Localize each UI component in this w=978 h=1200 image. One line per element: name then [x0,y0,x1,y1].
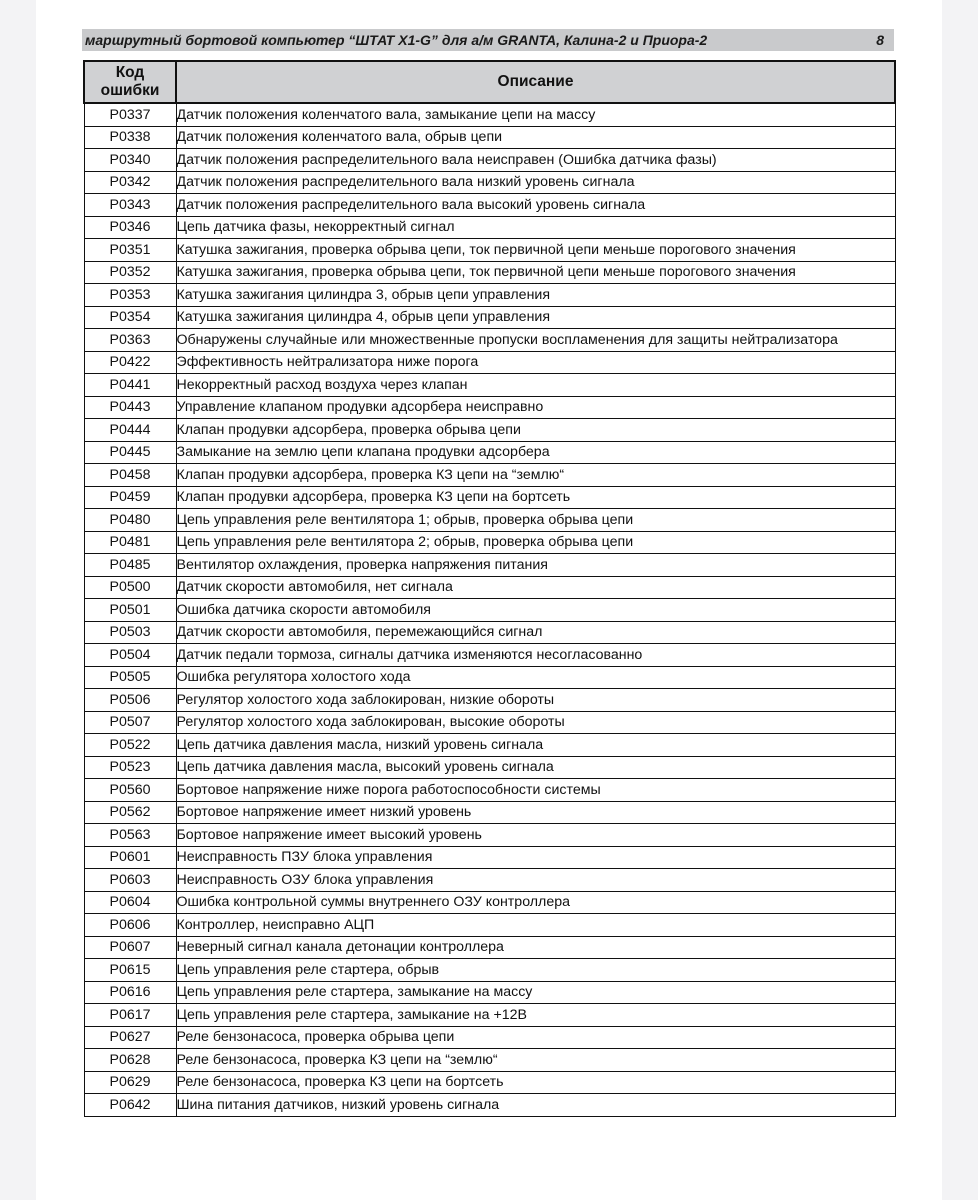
error-code: P0617 [84,1004,176,1027]
table-row [84,171,895,194]
error-description: Реле бензонасоса, проверка обрыва цепи [176,1026,895,1049]
error-code: P0444 [84,419,176,442]
table-row [84,554,895,577]
table-row [84,1026,895,1049]
table-row [84,306,895,329]
error-description: Катушка зажигания, проверка обрыва цепи, ток первичной цепи меньше порогового значения [176,261,895,284]
table-row [84,779,895,802]
table-row [84,936,895,959]
error-description: Цепь управления реле стартера, замыкание на массу [176,981,895,1004]
error-description: Цепь датчика давления масла, высокий уровень сигнала [176,756,895,779]
table-row [84,734,895,757]
error-code: P0642 [84,1094,176,1117]
error-code: P0607 [84,936,176,959]
error-code: P0628 [84,1049,176,1072]
table-row [84,149,895,172]
table-row [84,846,895,869]
column-header-code [84,61,176,103]
error-code: P0604 [84,891,176,914]
table-row [84,914,895,937]
page-header [82,29,894,51]
error-code: P0523 [84,756,176,779]
table-row [84,441,895,464]
error-code: P0603 [84,869,176,892]
table-row [84,869,895,892]
table-row [84,891,895,914]
error-description: Цепь датчика давления масла, низкий уровень сигнала [176,734,895,757]
table-row [84,711,895,734]
table-header-row [84,61,895,103]
error-description: Датчик положения распределительного вала высокий уровень сигнала [176,194,895,217]
error-code: P0481 [84,531,176,554]
error-code: P0505 [84,666,176,689]
error-code: P0363 [84,329,176,352]
error-code: P0560 [84,779,176,802]
table-row [84,464,895,487]
error-description: Датчик положения распределительного вала неисправен (Ошибка датчика фазы) [176,149,895,172]
error-description: Неисправность ПЗУ блока управления [176,846,895,869]
error-code: P0485 [84,554,176,577]
error-description: Бортовое напряжение ниже порога работоспособности системы [176,779,895,802]
error-code: P0351 [84,239,176,262]
error-description: Датчик положения распределительного вала низкий уровень сигнала [176,171,895,194]
table-row [84,419,895,442]
table-row [84,1071,895,1094]
table-row [84,284,895,307]
table-row [84,351,895,374]
error-code: P0337 [84,103,176,126]
column-header-description: Описание [176,61,895,103]
error-code: P0343 [84,194,176,217]
error-code: P0441 [84,374,176,397]
document-title: маршрутный бортовой компьютер “ШТАТ X1-G” для а/м GRANTA, Калина-2 и Приора-2 [85,32,708,48]
error-description: Бортовое напряжение имеет высокий уровень [176,824,895,847]
table-row [84,396,895,419]
table-row [84,194,895,217]
table-row [84,1049,895,1072]
error-description: Ошибка датчика скорости автомобиля [176,599,895,622]
table-row [84,126,895,149]
table-body [84,103,895,1116]
error-code: P0480 [84,509,176,532]
error-description: Эффективность нейтрализатора ниже порога [176,351,895,374]
error-description: Датчик скорости автомобиля, нет сигнала [176,576,895,599]
error-code: P0627 [84,1026,176,1049]
error-code: P0352 [84,261,176,284]
error-description: Датчик положения коленчатого вала, обрыв цепи [176,126,895,149]
error-code: P0504 [84,644,176,667]
error-description: Датчик скорости автомобиля, перемежающийся сигнал [176,621,895,644]
table-row [84,801,895,824]
error-description: Регулятор холостого хода заблокирован, низкие обороты [176,689,895,712]
error-code: P0354 [84,306,176,329]
error-description: Датчик педали тормоза, сигналы датчика изменяются несогласованно [176,644,895,667]
error-description: Обнаружены случайные или множественные пропуски воспламенения для защиты нейтрализатора [176,329,895,352]
error-description: Катушка зажигания цилиндра 4, обрыв цепи управления [176,306,895,329]
error-description: Реле бензонасоса, проверка КЗ цепи на “землю“ [176,1049,895,1072]
error-code: P0616 [84,981,176,1004]
error-description: Управление клапаном продувки адсорбера неисправно [176,396,895,419]
table-row [84,689,895,712]
error-description: Неверный сигнал канала детонации контроллера [176,936,895,959]
error-code: P0340 [84,149,176,172]
error-description: Контроллер, неисправно АЦП [176,914,895,937]
error-code: P0606 [84,914,176,937]
column-header-code-line1: Код [115,64,145,81]
table-row [84,374,895,397]
table-row [84,621,895,644]
error-code: P0346 [84,216,176,239]
error-code: P0601 [84,846,176,869]
error-description: Цепь управления реле вентилятора 2; обрыв, проверка обрыва цепи [176,531,895,554]
error-codes-table [83,60,896,1117]
table-row [84,824,895,847]
table-row [84,329,895,352]
table-row [84,576,895,599]
error-description: Клапан продувки адсорбера, проверка обрыва цепи [176,419,895,442]
table-row [84,599,895,622]
error-description: Ошибка регулятора холостого хода [176,666,895,689]
table-row [84,981,895,1004]
error-description: Бортовое напряжение имеет низкий уровень [176,801,895,824]
error-description: Вентилятор охлаждения, проверка напряжения питания [176,554,895,577]
error-code: P0500 [84,576,176,599]
table-row [84,216,895,239]
table-row [84,509,895,532]
error-description: Реле бензонасоса, проверка КЗ цепи на бортсеть [176,1071,895,1094]
error-code: P0338 [84,126,176,149]
error-code: P0507 [84,711,176,734]
error-description: Замыкание на землю цепи клапана продувки адсорбера [176,441,895,464]
error-code: P0615 [84,959,176,982]
error-description: Клапан продувки адсорбера, проверка КЗ цепи на “землю“ [176,464,895,487]
error-description: Цепь датчика фазы, некорректный сигнал [176,216,895,239]
error-code: P0445 [84,441,176,464]
error-code: P0501 [84,599,176,622]
error-code: P0459 [84,486,176,509]
table-row [84,1094,895,1117]
error-code: P0562 [84,801,176,824]
table-row [84,1004,895,1027]
page-number: 8 [876,32,884,48]
table-row [84,239,895,262]
error-description: Цепь управления реле вентилятора 1; обрыв, проверка обрыва цепи [176,509,895,532]
error-code: P0503 [84,621,176,644]
table-row [84,644,895,667]
error-code: P0506 [84,689,176,712]
error-description: Датчик положения коленчатого вала, замыкание цепи на массу [176,103,895,126]
error-code: P0629 [84,1071,176,1094]
table-row [84,531,895,554]
error-code: P0342 [84,171,176,194]
table-row [84,756,895,779]
error-code: P0563 [84,824,176,847]
error-description: Ошибка контрольной суммы внутреннего ОЗУ контроллера [176,891,895,914]
error-code: P0522 [84,734,176,757]
column-header-code-line2: ошибки [100,82,160,99]
error-description: Катушка зажигания цилиндра 3, обрыв цепи управления [176,284,895,307]
error-description: Клапан продувки адсорбера, проверка КЗ цепи на бортсеть [176,486,895,509]
error-description: Катушка зажигания, проверка обрыва цепи, ток первичной цепи меньше порогового значения [176,239,895,262]
error-code: P0422 [84,351,176,374]
error-description: Цепь управления реле стартера, замыкание на +12В [176,1004,895,1027]
error-code: P0443 [84,396,176,419]
error-description: Шина питания датчиков, низкий уровень сигнала [176,1094,895,1117]
error-description: Цепь управления реле стартера, обрыв [176,959,895,982]
table-row [84,261,895,284]
error-code: P0458 [84,464,176,487]
error-description: Регулятор холостого хода заблокирован, высокие обороты [176,711,895,734]
table-row [84,486,895,509]
table-row [84,103,895,126]
error-code: P0353 [84,284,176,307]
table-row [84,666,895,689]
error-description: Неисправность ОЗУ блока управления [176,869,895,892]
table-row [84,959,895,982]
error-description: Некорректный расход воздуха через клапан [176,374,895,397]
